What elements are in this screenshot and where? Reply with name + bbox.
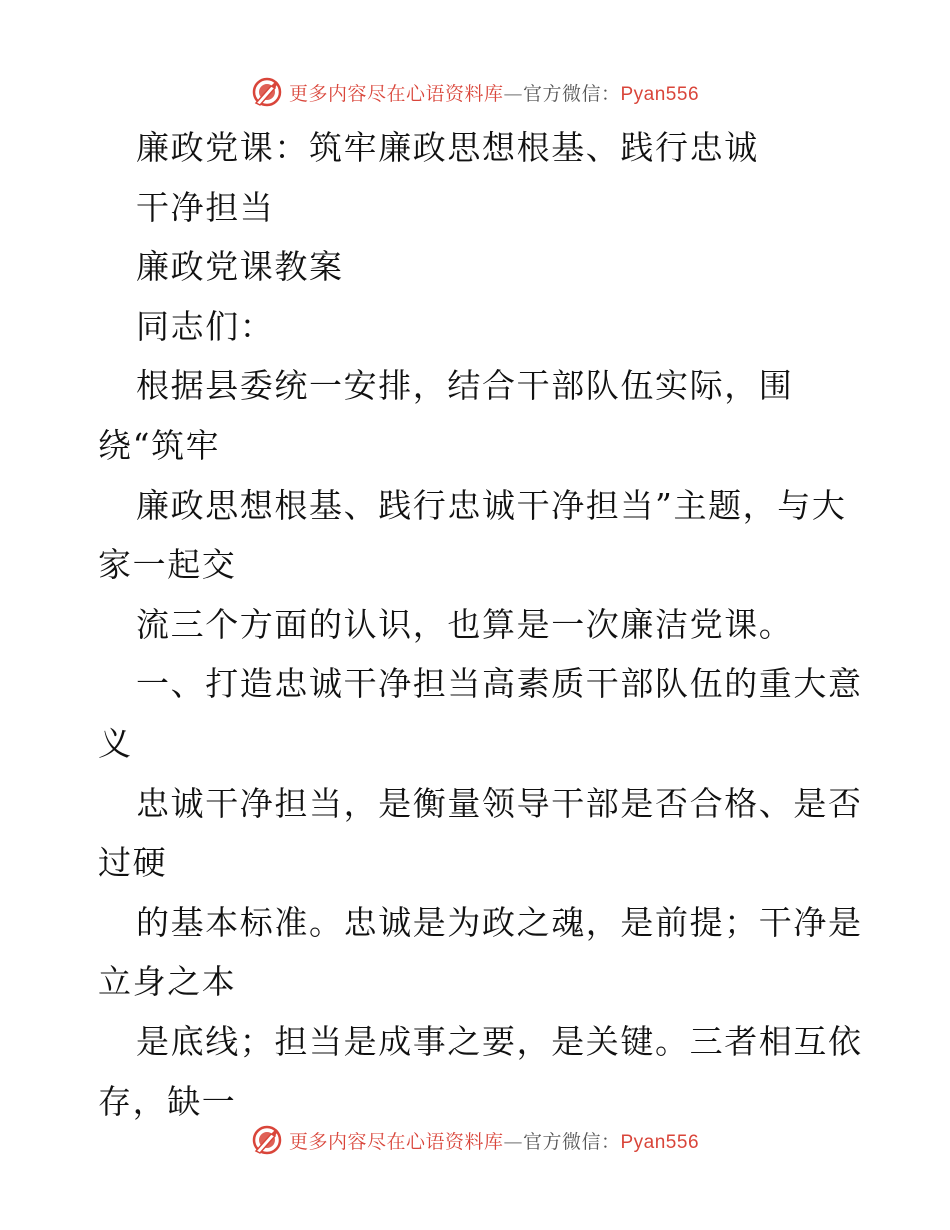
watermark-group	[251, 1124, 699, 1156]
watermark-contact-id: Pyan556	[620, 1131, 700, 1153]
document-line: 同志们：	[136, 306, 275, 346]
document-line: 廉政党课教案	[136, 247, 344, 287]
watermark-contact-id: Pyan556	[620, 83, 700, 105]
watermark-text	[289, 79, 699, 106]
watermark-dash: —	[503, 1130, 523, 1153]
document-line: 廉政党课：筑牢廉政思想根基、践行忠诚	[136, 128, 759, 167]
document-line: 廉政思想根基、践行忠诚干净担当”主题，与大	[136, 485, 847, 525]
document-line: 一、打造忠诚干净担当高素质干部队伍的重大意	[136, 664, 863, 704]
document-line: 绕“筑牢	[98, 425, 221, 465]
watermark-main-text: 更多内容尽在心语资料库	[288, 1130, 504, 1153]
pen-seal-icon	[251, 76, 283, 108]
pen-seal-icon	[251, 1124, 283, 1156]
document-line: 忠诚干净担当，是衡量领导干部是否合格、是否	[136, 783, 863, 823]
document-line: 是底线；担当是成事之要，是关键。三者相互依	[136, 1021, 863, 1061]
watermark-group	[251, 76, 699, 108]
document-line: 干净担当	[136, 187, 275, 227]
document-line: 义	[98, 723, 133, 763]
document-line: 立身之本	[98, 962, 237, 1002]
document-line: 流三个方面的认识，也算是一次廉洁党课。	[136, 604, 794, 644]
watermark-contact-label: 官方微信：	[522, 82, 621, 105]
document-line: 存，缺一	[98, 1081, 237, 1121]
footer-watermark	[0, 1120, 950, 1160]
watermark-text	[289, 1127, 699, 1154]
watermark-main-text: 更多内容尽在心语资料库	[288, 82, 504, 105]
document-line: 的基本标准。忠诚是为政之魂，是前提；干净是	[136, 902, 863, 942]
document-line: 根据县委统一安排，结合干部队伍实际，围	[136, 366, 794, 406]
header-watermark	[0, 72, 950, 112]
document-line: 过硬	[98, 843, 168, 883]
document-body	[98, 118, 863, 1131]
document-line: 家一起交	[98, 545, 237, 585]
watermark-dash: —	[503, 82, 523, 105]
watermark-contact-label: 官方微信：	[522, 1130, 621, 1153]
